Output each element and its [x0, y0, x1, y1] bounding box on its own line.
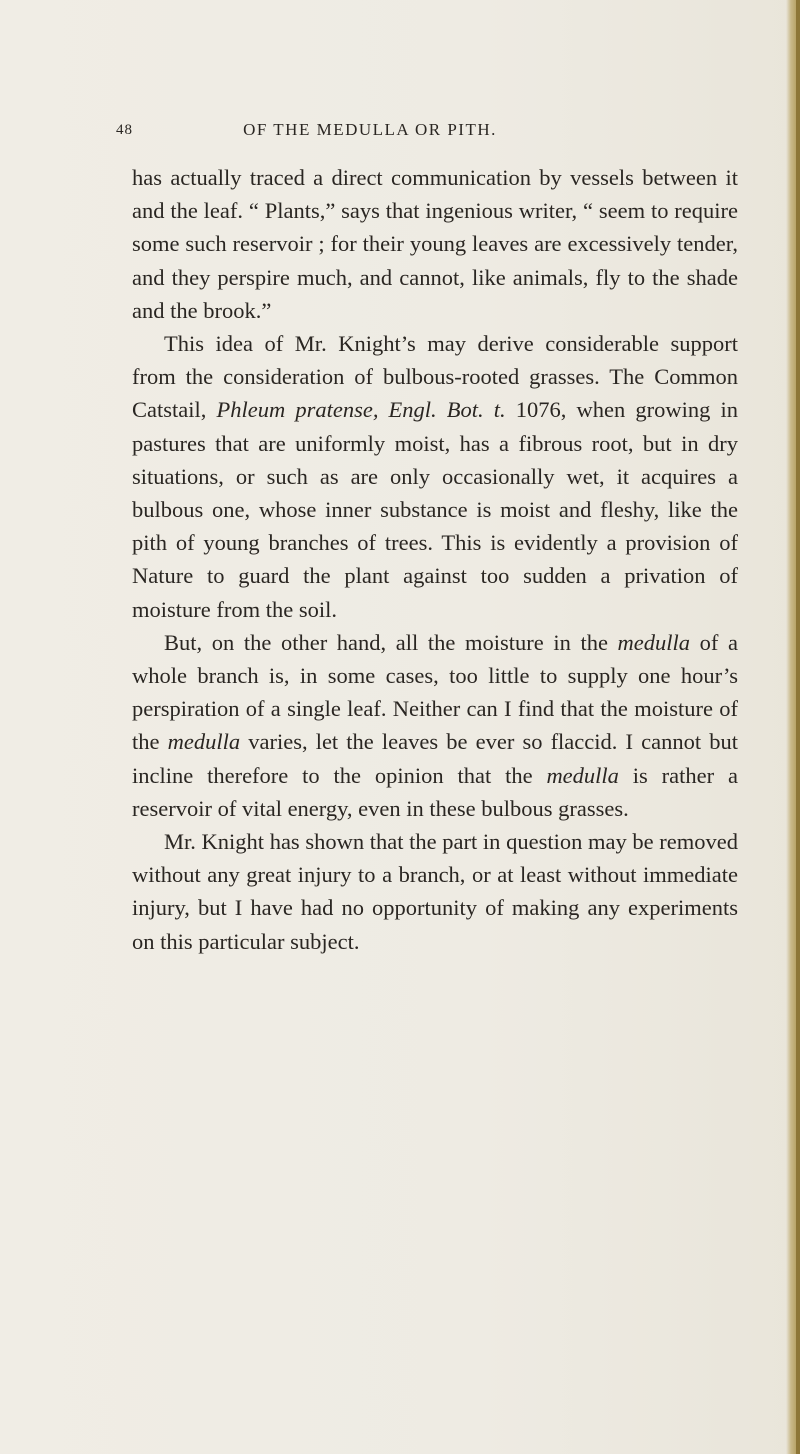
text-segment: But, on the other hand, all the moisture in the — [164, 629, 618, 655]
body-text — [132, 161, 738, 958]
paragraph — [132, 327, 738, 626]
paragraph — [132, 161, 738, 327]
paragraph — [132, 626, 738, 825]
text-segment: Mr. Knight has shown that the part in question may be removed without any great injury to a branch, or at least without immediate injury, but I have had no opportunity of making any experiments on this particular subject. — [132, 829, 738, 954]
running-head: OF THE MEDULLA OR PITH. — [243, 120, 497, 139]
italic-term: medulla — [167, 729, 241, 755]
page-number: 48 — [116, 122, 133, 138]
text-segment: has actually traced a direct communication by vessels between it and the leaf. “ Plants,” says that ingenious writer, “ seem to require some such reservoir ; for their young leaves are excessively tender, and they perspire much, and cannot, like animals, fly to the shade and the brook.” — [132, 165, 738, 323]
text-segment: varies, let the leaves be ever so flaccid. I cannot but incline therefore to the opinion that the — [132, 729, 738, 788]
text-segment: 1076, when growing in pastures that are uniformly moist, has a fibrous root, but in dry situations, or such as are only occasionally wet, it acquires a bulbous one, whose inner substance is moist and fleshy, like the pith of young branches of trees. This is evidently a provision of Nature to guard the plant against too sudden a privation of moisture from the soil. — [132, 397, 738, 622]
paragraph — [132, 825, 738, 958]
text-segment: This idea of Mr. Knight’s may derive considerable support from the consideration of bulbous-rooted grasses. The Common Catstail, — [132, 331, 738, 423]
page-header — [0, 116, 800, 146]
page-edge-binding — [796, 0, 800, 1454]
italic-term: medulla — [617, 629, 691, 655]
italic-term: medulla — [546, 762, 619, 788]
text-segment: of a whole branch is, in some cases, too little to supply one hour’s perspiration of a single leaf. Neither can I find that the moisture of the — [132, 629, 739, 755]
text-segment: is rather a reservoir of vital energy, even in these bulbous grasses. — [132, 762, 738, 821]
latin-name: Phleum pratense, Engl. Bot. t. — [216, 397, 506, 423]
